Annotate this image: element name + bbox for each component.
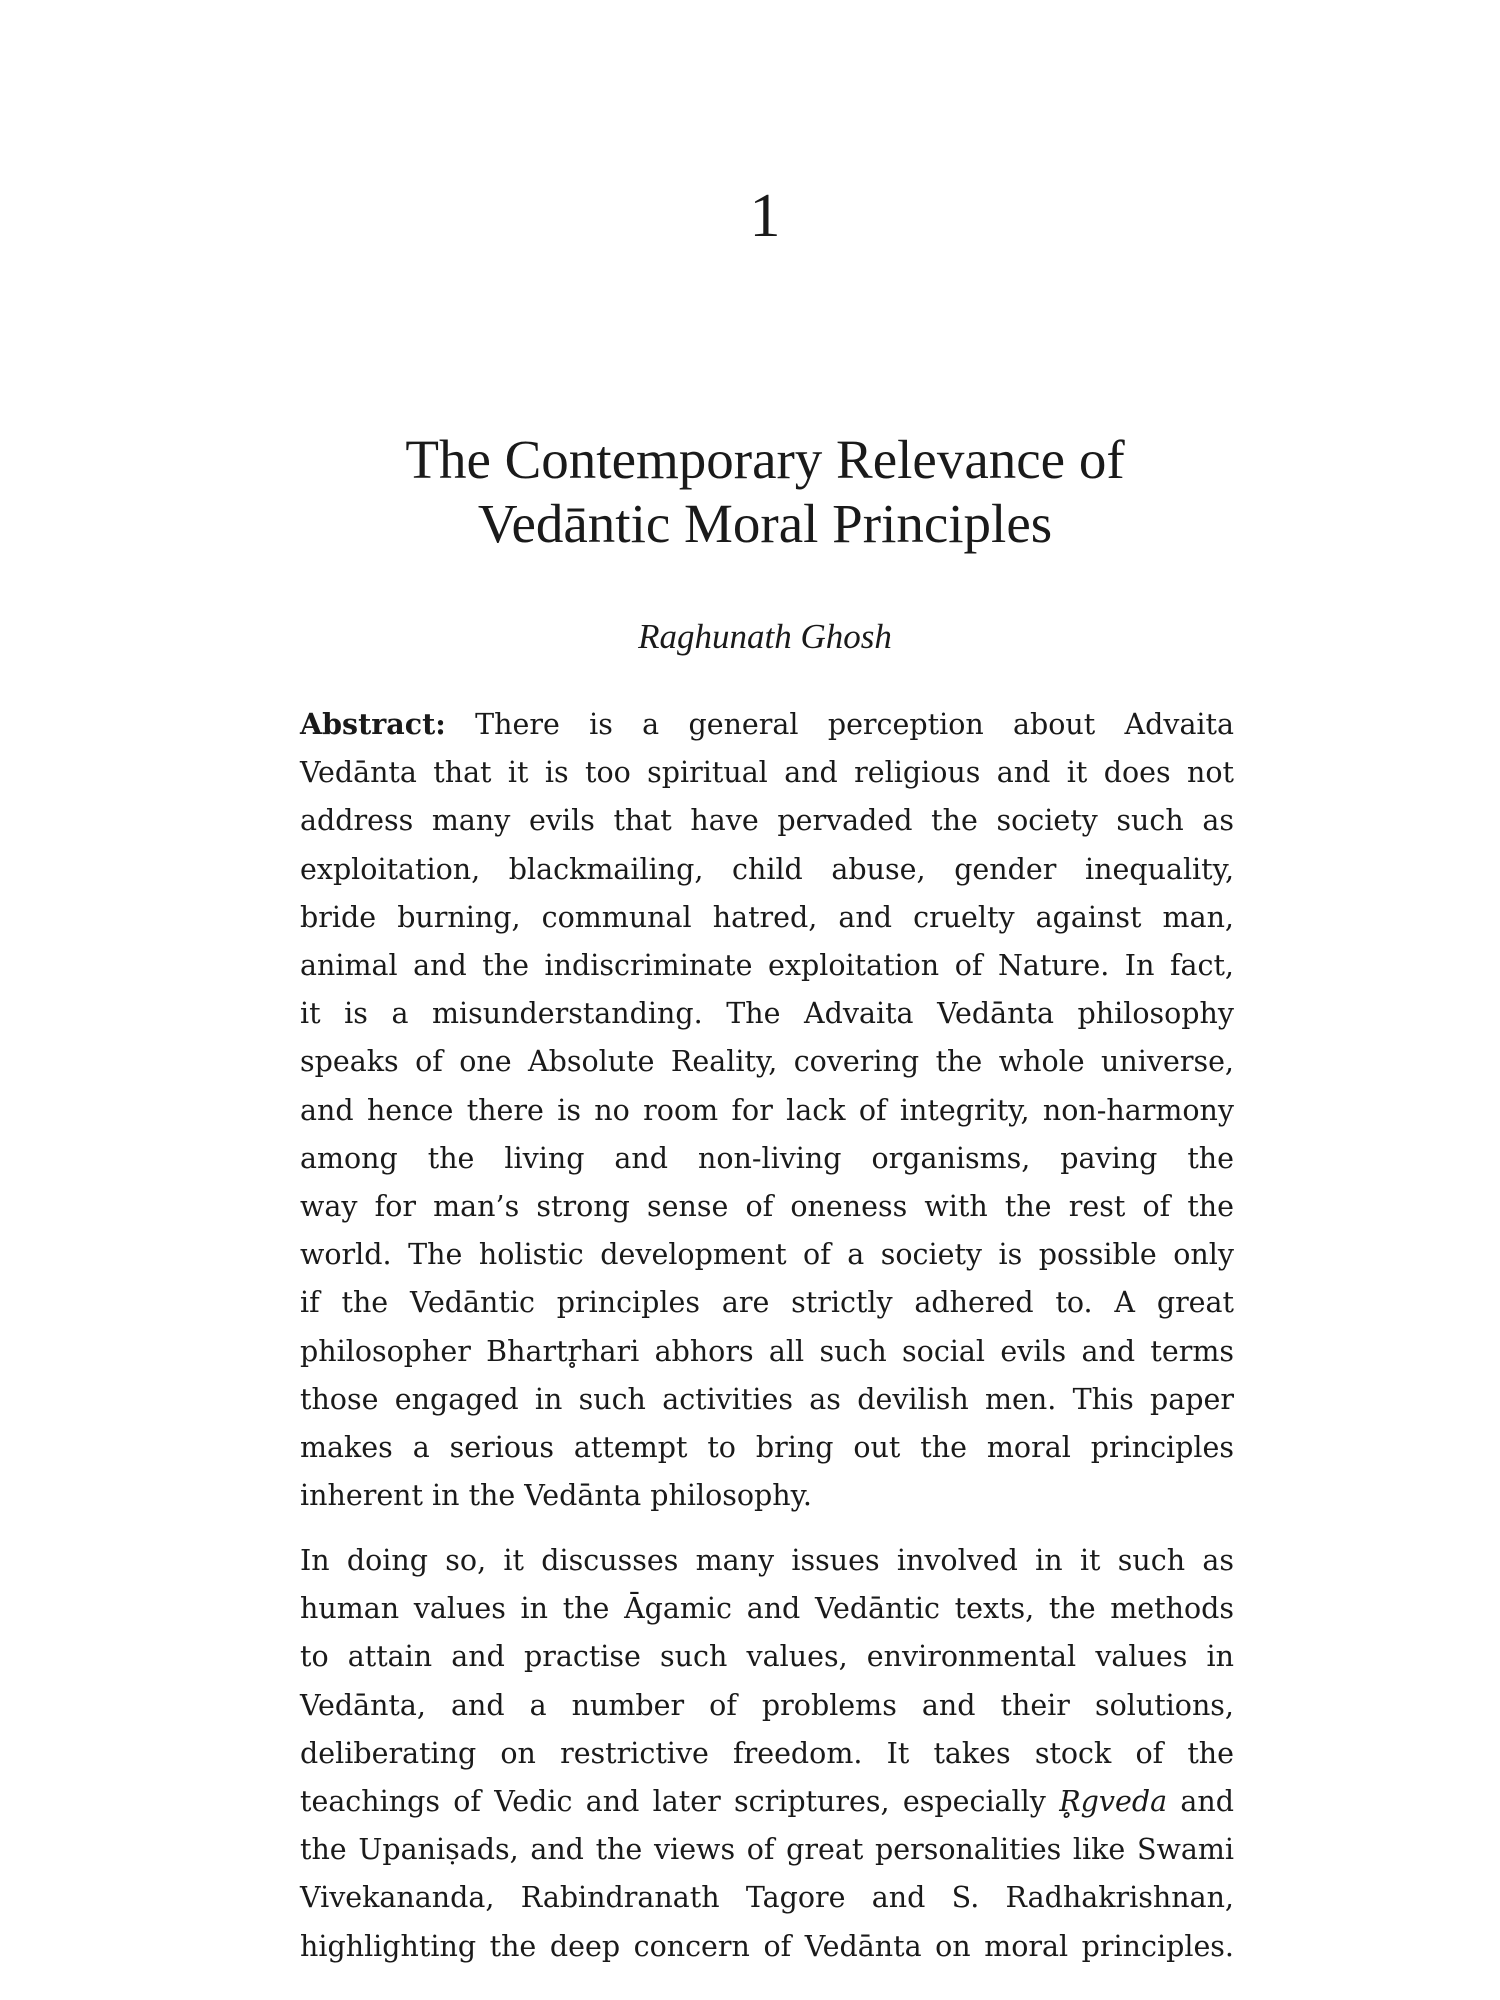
rgveda-title: R̥gveda bbox=[1059, 1785, 1168, 1819]
body-paragraph bbox=[300, 1537, 1234, 1971]
text-line: the Upaniṣads, and the views of great personalities like Swami bbox=[300, 1833, 1234, 1867]
text-line: bride burning, communal hatred, and cruelty against man, bbox=[300, 900, 1234, 934]
text-line: it is a misunderstanding. The Advaita Vedānta philosophy bbox=[300, 997, 1234, 1031]
chapter-title-line-1: The Contemporary Relevance of bbox=[405, 429, 1125, 490]
author-name: Raghunath Ghosh bbox=[638, 617, 892, 656]
chapter-number: 1 bbox=[749, 182, 781, 250]
abstract-paragraph bbox=[300, 700, 1234, 1520]
text-line: way for man’s strong sense of oneness with the rest of the bbox=[300, 1190, 1234, 1224]
text-line: inherent in the Vedānta philosophy. bbox=[300, 1479, 812, 1513]
text-line: world. The holistic development of a society is possible only bbox=[300, 1238, 1234, 1272]
text-line: among the living and non-living organisms, paving the bbox=[300, 1141, 1234, 1175]
text-line: Abstract: There is a general perception about Advaita bbox=[300, 707, 1234, 741]
text-line: highlighting the deep concern of Vedānta on moral principles. bbox=[300, 1929, 1234, 1963]
text-line: Vedānta that it is too spiritual and religious and it does not bbox=[300, 756, 1234, 790]
text-line: Vedānta, and a number of problems and their solutions, bbox=[300, 1688, 1234, 1722]
text-line: makes a serious attempt to bring out the moral principles bbox=[300, 1431, 1234, 1465]
text-line: Vivekananda, Rabindranath Tagore and S. Radhakrishnan, bbox=[300, 1881, 1234, 1915]
text-line: philosopher Bhartr̥hari abhors all such social evils and terms bbox=[300, 1334, 1234, 1368]
chapter-title-line-2: Vedāntic Moral Principles bbox=[477, 493, 1053, 554]
text-line: and hence there is no room for lack of integrity, non-harmony bbox=[300, 1093, 1234, 1127]
text-line: In doing so, it discusses many issues involved in it such as bbox=[300, 1544, 1234, 1577]
chapter-title bbox=[300, 428, 1230, 556]
text-line: speaks of one Absolute Reality, covering the whole universe, bbox=[300, 1045, 1234, 1079]
text-line: exploitation, blackmailing, child abuse, gender inequality, bbox=[300, 852, 1234, 886]
text-line: if the Vedāntic principles are strictly adhered to. A great bbox=[300, 1286, 1234, 1320]
text-line: animal and the indiscriminate exploitation of Nature. In fact, bbox=[300, 949, 1234, 983]
text-line: those engaged in such activities as devilish men. This paper bbox=[300, 1382, 1234, 1416]
text-line: human values in the Āgamic and Vedāntic texts, the methods bbox=[300, 1592, 1234, 1626]
text-line: teachings of Vedic and later scriptures, especially R̥gveda and bbox=[300, 1785, 1234, 1819]
abstract-label: Abstract: bbox=[300, 707, 446, 741]
text-line: deliberating on restrictive freedom. It takes stock of the bbox=[300, 1736, 1234, 1770]
text-line: to attain and practise such values, environmental values in bbox=[300, 1640, 1234, 1674]
text-line: address many evils that have pervaded the society such as bbox=[300, 804, 1234, 838]
